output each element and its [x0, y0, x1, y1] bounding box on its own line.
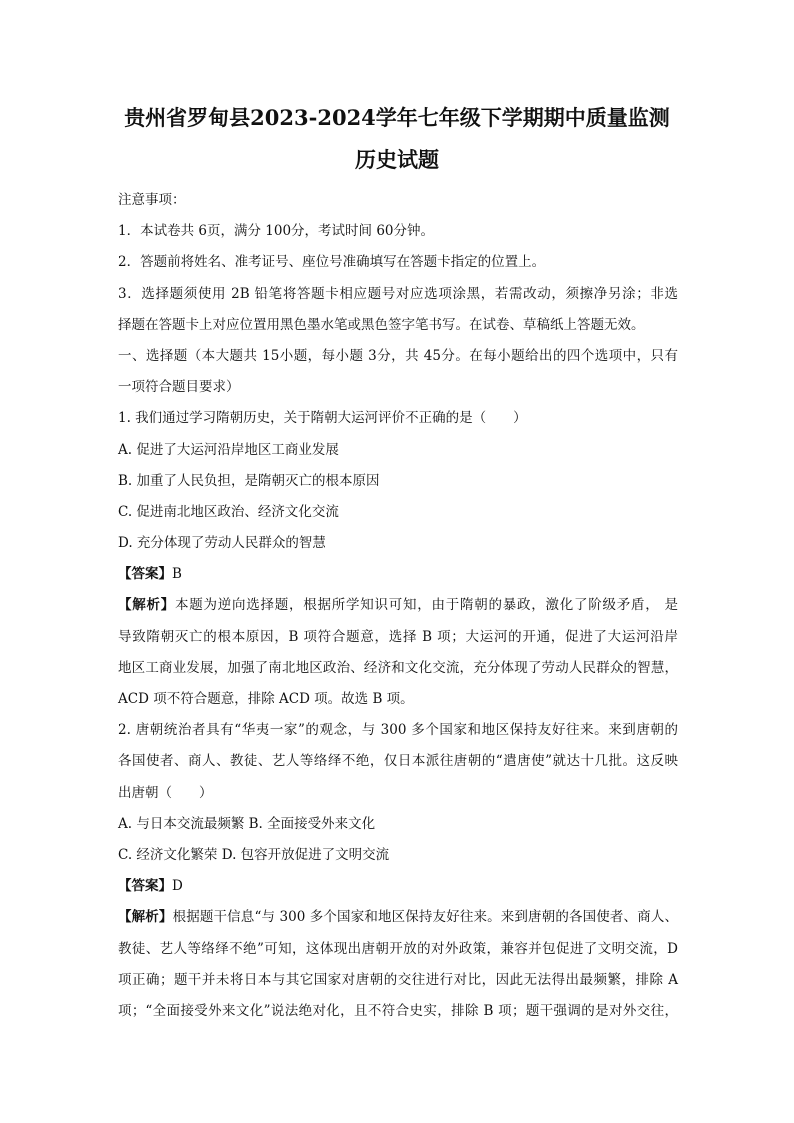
notice-item-1: 1．本试卷共 6页，满分 100分，考试时间 60分钟。 — [118, 223, 434, 240]
section-heading-line-1: 一、选择题（本大题共 15小题，每小题 3分，共 45分。在每小题给出的四个选项中，只有 — [118, 347, 678, 364]
notice-item-2: 2．答题前将姓名、准考证号、座位号准确填写在答题卡指定的位置上。 — [118, 254, 546, 271]
question-2-answer — [118, 871, 678, 902]
question-2-analysis-line-3: 项正确；题干并未将日本与其它国家对唐朝的交往进行对比，因此无法得出最频繁，排除 A — [118, 971, 678, 988]
analysis-label: 【解析】 — [118, 909, 173, 926]
question-1-option-c: C. 促进南北地区政治、经济文化交流 — [118, 503, 339, 520]
notice-item-3-line-1: 3．选择题须使用 2B 铅笔将答题卡相应题号对应选项涂黑，若需改动，须擦净另涂；非选 — [118, 285, 678, 302]
analysis-text: 根据题干信息“与 300 多个国家和地区保持友好往来。来到唐朝的各国使者、商人、 — [172, 909, 678, 926]
question-1-stem: 1. 我们通过学习隋朝历史，关于隋朝大运河评价不正确的是（ ） — [118, 410, 527, 427]
answer-label: 【答案】 — [118, 878, 172, 895]
question-1-answer — [118, 559, 678, 590]
page-subtitle: 历史试题 — [355, 147, 439, 172]
question-2-analysis-line-4: 项；“全面接受外来文化”说法绝对化，且不符合史实，排除 B 项；题干强调的是对外交往， — [118, 1002, 678, 1019]
question-1-analysis-line-3: 地区工商业发展，加强了南北地区政治、经济和文化交流，充分体现了劳动人民群众的智慧， — [118, 659, 678, 676]
notice-heading: 注意事项： — [118, 192, 186, 208]
analysis-text: 本题为逆向选择题，根据所学知识可知，由于隋朝的暴政，激化了阶级矛盾， 是 — [175, 597, 678, 614]
answer-label: 【答案】 — [118, 566, 172, 583]
question-2-stem-line-2: 各国使者、商人、教徒、艺人等络绎不绝，仅日本派往唐朝的“遣唐使”就达十几批。这反映 — [118, 753, 678, 770]
question-2-options-line-1: A. 与日本交流最频繁 B. 全面接受外来文化 — [118, 815, 376, 832]
question-1-analysis-line-4: ACD 项不符合题意，排除 ACD 项。故选 B 项。 — [118, 691, 414, 707]
question-1-option-a: A. 促进了大运河沿岸地区工商业发展 — [118, 441, 339, 458]
answer-value: D — [172, 878, 183, 895]
question-2-stem-line-3: 出唐朝（ ） — [118, 784, 213, 801]
question-2-analysis-line-1 — [118, 902, 678, 933]
question-2-stem-line-1: 2. 唐朝统治者具有“华夷一家”的观念，与 300 多个国家和地区保持友好往来。来到唐朝的 — [118, 722, 678, 739]
notice-item-3-line-2: 择题在答题卡上对应位置用黑色墨水笔或黑色签字笔书写。在试卷、草稿纸上答题无效。 — [118, 316, 645, 333]
question-1-option-b: B. 加重了人民负担，是隋朝灭亡的根本原因 — [118, 472, 380, 489]
question-1-option-d: D. 充分体现了劳动人民群众的智慧 — [118, 535, 326, 552]
question-1-analysis-line-1 — [118, 590, 678, 621]
question-1-analysis-line-2: 导致隋朝灭亡的根本原因，B 项符合题意，选择 B 项；大运河的开通，促进了大运河沿岸 — [118, 628, 678, 645]
question-2-analysis-line-2: 教徒、艺人等络绎不绝”可知，这体现出唐朝开放的对外政策，兼容并包促进了文明交流，D — [118, 940, 678, 957]
page-title: 贵州省罗甸县2023-2024学年七年级下学期期中质量监测 — [124, 105, 670, 130]
section-heading-line-2: 一项符合题目要求） — [118, 379, 240, 396]
analysis-label: 【解析】 — [118, 597, 175, 614]
answer-value: B — [172, 566, 182, 583]
exam-content — [118, 185, 678, 1027]
question-2-options-line-2: C. 经济文化繁荣 D. 包容开放促进了文明交流 — [118, 846, 390, 863]
